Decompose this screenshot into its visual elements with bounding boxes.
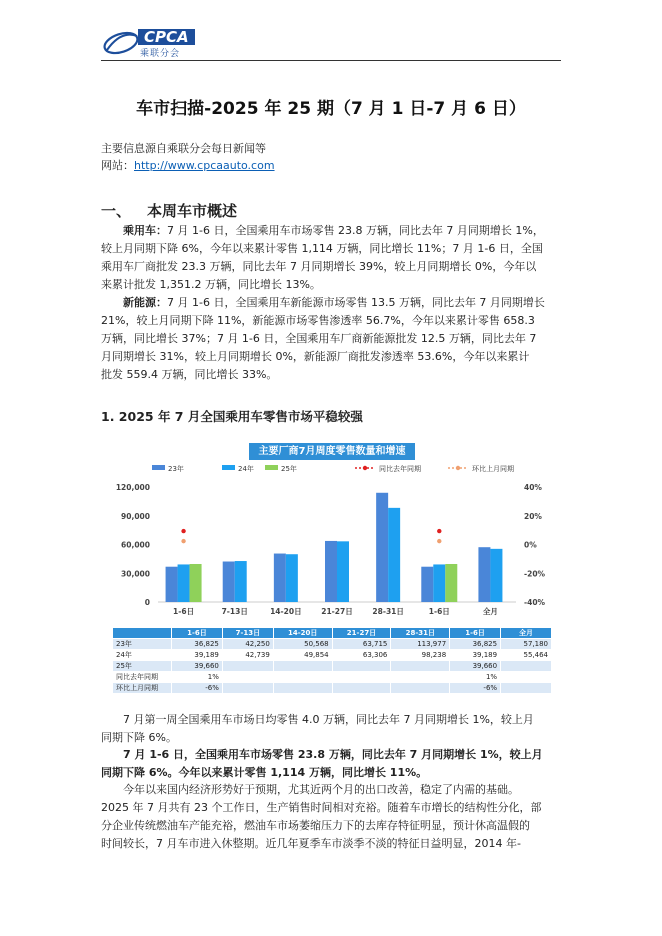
website-label: 网站：: [101, 159, 134, 172]
table-cell: 50,568: [273, 639, 332, 650]
bar-24年: [286, 554, 298, 602]
x-tick-label: 7-13日: [221, 607, 248, 616]
bar-25年: [190, 564, 202, 602]
bar-24年: [235, 561, 247, 602]
table-cell: 同比去年同期: [113, 672, 172, 683]
table-cell: 98,238: [391, 650, 450, 661]
paragraph-lead: 乘用车：: [123, 224, 167, 237]
paragraph-outlook: 今年以来国内经济形势好于预期，尤其近两个月的出口改善，稳定了内需的基础。 2025 年 7 月共有 23 个工作日，生产销售时间相对充裕。随着车市增长的结构性分化，部 分企业传统燃油车产能充裕，燃油车市场萎缩压力下的去库存特征明显，预计休高温假的 时间较长，7 月车市进入休整期。近几年夏季车市淡季不淡的特征日益明显，2014 年-: [101, 783, 542, 850]
line-point-环比上月同期: [437, 539, 441, 543]
legend-label: 25年: [281, 465, 297, 473]
table-cell: 63,306: [332, 650, 391, 661]
table-cell: [391, 661, 450, 672]
source-line: 主要信息源自乘联分会每日新闻等: [101, 142, 266, 155]
section-number: 一、: [101, 202, 132, 220]
x-tick-label: 14-20日: [270, 607, 302, 616]
x-tick-label: 21-27日: [321, 607, 353, 616]
chart-canvas: [112, 462, 552, 652]
paragraph-passenger-cars: 乘用车：7 月 1-6 日，全国乘用车市场零售 23.8 万辆，同比去年 7 月同期增长 1%， 较上月同期下降 6%，今年以来累计零售 1,114 万辆，同比增长 11%；7 月 1-6 日，全国 乘用车厂商批发 23.3 万辆，同比去年 7 月同期增长 39%，较上月同期增长 0%，今年以 来累计批发 1,351.2 万辆，同比增长 13%。: [101, 224, 544, 291]
table-cell: [391, 672, 450, 683]
table-header-cell: [113, 628, 172, 639]
table-cell: 39,660: [450, 661, 501, 672]
table-cell: [501, 661, 552, 672]
x-tick-label: 1-6日: [428, 607, 450, 616]
line-point-同比去年同期: [181, 529, 185, 533]
bar-23年: [478, 547, 490, 602]
table-cell: [332, 672, 391, 683]
paragraph-summary-bold: 7 月 1-6 日，全国乘用车市场零售 23.8 万辆，同比去年 7 月同期增长 1%，较上月 同期下降 6%。今年以来累计零售 1,114 万辆，同比增长 11%。: [101, 748, 543, 779]
table-cell: 57,180: [501, 639, 552, 650]
table-row: [113, 661, 552, 672]
chart-title: 主要厂商7月周度零售数量和增速: [249, 443, 415, 460]
table-cell: [222, 661, 273, 672]
y-left-tick: 0: [144, 598, 150, 607]
table-cell: -6%: [172, 683, 223, 694]
table-cell: 36,825: [450, 639, 501, 650]
section-title: 本周车市概述: [147, 202, 238, 220]
table-cell: 42,250: [222, 639, 273, 650]
y-right-tick: 20%: [524, 511, 542, 521]
table-cell: [273, 672, 332, 683]
bar-23年: [223, 562, 235, 602]
table-cell: [391, 683, 450, 694]
line-point-同比去年同期: [437, 529, 441, 533]
legend-label: 24年: [238, 465, 254, 473]
table-cell: 1%: [172, 672, 223, 683]
table-header-cell: 28-31日: [391, 628, 450, 639]
logo-text: CPCA: [138, 29, 195, 45]
table-cell: [273, 683, 332, 694]
subsection-heading: 1. 2025 年 7 月全国乘用车零售市场平稳较强: [101, 409, 363, 424]
bar-24年: [337, 541, 349, 602]
legend-label: 同比去年同期: [379, 465, 421, 473]
table-cell: 1%: [450, 672, 501, 683]
table-cell: 39,660: [172, 661, 223, 672]
website-link[interactable]: http://www.cpcaauto.com: [134, 159, 275, 172]
table-header-cell: 21-27日: [332, 628, 391, 639]
header-divider: [101, 60, 561, 61]
table-cell: 23年: [113, 639, 172, 650]
table-row: [113, 683, 552, 694]
y-left-tick: 90,000: [121, 511, 150, 521]
table-cell: 55,464: [501, 650, 552, 661]
bar-23年: [421, 567, 433, 602]
table-header-cell: 14-20日: [273, 628, 332, 639]
bar-25年: [445, 564, 457, 602]
table-cell: 24年: [113, 650, 172, 661]
table-header-cell: 全月: [501, 628, 552, 639]
x-tick-label: 1-6日: [173, 607, 195, 616]
table-header-cell: 1-6日: [172, 628, 223, 639]
table-header-cell: 1-6日: [450, 628, 501, 639]
y-left-tick: 120,000: [115, 483, 150, 492]
table-cell: [332, 661, 391, 672]
table-cell: 113,977: [391, 639, 450, 650]
table-row: [113, 639, 552, 650]
table-cell: [501, 672, 552, 683]
data-table: [112, 627, 552, 694]
y-right-tick: -20%: [524, 569, 546, 579]
table-cell: 63,715: [332, 639, 391, 650]
legend-swatch: [152, 465, 165, 470]
table-cell: 25年: [113, 661, 172, 672]
bar-23年: [166, 567, 178, 602]
table-cell: 36,825: [172, 639, 223, 650]
legend-swatch: [222, 465, 235, 470]
bar-23年: [376, 493, 388, 602]
table-cell: [501, 683, 552, 694]
y-right-tick: 0%: [524, 540, 537, 550]
legend-label: 环比上月同期: [472, 465, 514, 473]
y-right-tick: 40%: [524, 483, 542, 492]
bar-24年: [178, 564, 190, 602]
table-cell: [332, 683, 391, 694]
table-cell: 环比上月同期: [113, 683, 172, 694]
table-cell: 39,189: [172, 650, 223, 661]
table-header-row: [113, 628, 552, 639]
x-tick-label: 28-31日: [372, 607, 404, 616]
paragraph-lead: 新能源：: [123, 296, 167, 309]
section-heading: [101, 200, 237, 221]
page-title: 车市扫描-2025 年 25 期（7 月 1 日-7 月 6 日）: [136, 99, 526, 119]
line-point-环比上月同期: [181, 539, 185, 543]
legend-marker: [363, 466, 367, 470]
table-header-cell: 7-13日: [222, 628, 273, 639]
legend-marker: [456, 466, 460, 470]
bar-23年: [274, 554, 286, 602]
paragraph-new-energy: 新能源：7 月 1-6 日，全国乘用车新能源市场零售 13.5 万辆，同比去年 7 月同期增长 21%，较上月同期下降 11%，新能源市场零售渗透率 56.7%，今年以来累计零售 658.3 万辆，同比增长 37%；7 月 1-6 日，全国乘用车厂商新能源批发 12.5 万辆，同比去年 7 月同期增长 31%，较上月同期增长 0%，新能源厂商批发渗透率 53.6%，今年以来累计 批发 559.4 万辆，同比增长 33%。: [101, 296, 545, 381]
table-row: [113, 650, 552, 661]
x-tick-label: 全月: [482, 607, 498, 616]
legend-swatch: [265, 465, 278, 470]
table-cell: [222, 672, 273, 683]
table-cell: 39,189: [450, 650, 501, 661]
website-line: [101, 157, 275, 173]
bar-23年: [325, 541, 337, 602]
table-cell: -6%: [450, 683, 501, 694]
y-right-tick: -40%: [524, 598, 546, 607]
paragraph-weekly-average: 7 月第一周全国乘用车市场日均零售 4.0 万辆，同比去年 7 月同期增长 1%，较上月 同期下降 6%。: [101, 713, 534, 744]
table-cell: 42,739: [222, 650, 273, 661]
table-cell: 49,854: [273, 650, 332, 661]
legend-label: 23年: [168, 465, 184, 473]
bar-24年: [388, 508, 400, 602]
bar-24年: [433, 564, 445, 602]
table-cell: [222, 683, 273, 694]
bar-24年: [490, 549, 502, 602]
table-row: [113, 672, 552, 683]
y-left-tick: 30,000: [121, 569, 150, 579]
logo-subtitle: 乘联分会: [140, 49, 181, 59]
table-cell: [273, 661, 332, 672]
y-left-tick: 60,000: [121, 540, 150, 550]
